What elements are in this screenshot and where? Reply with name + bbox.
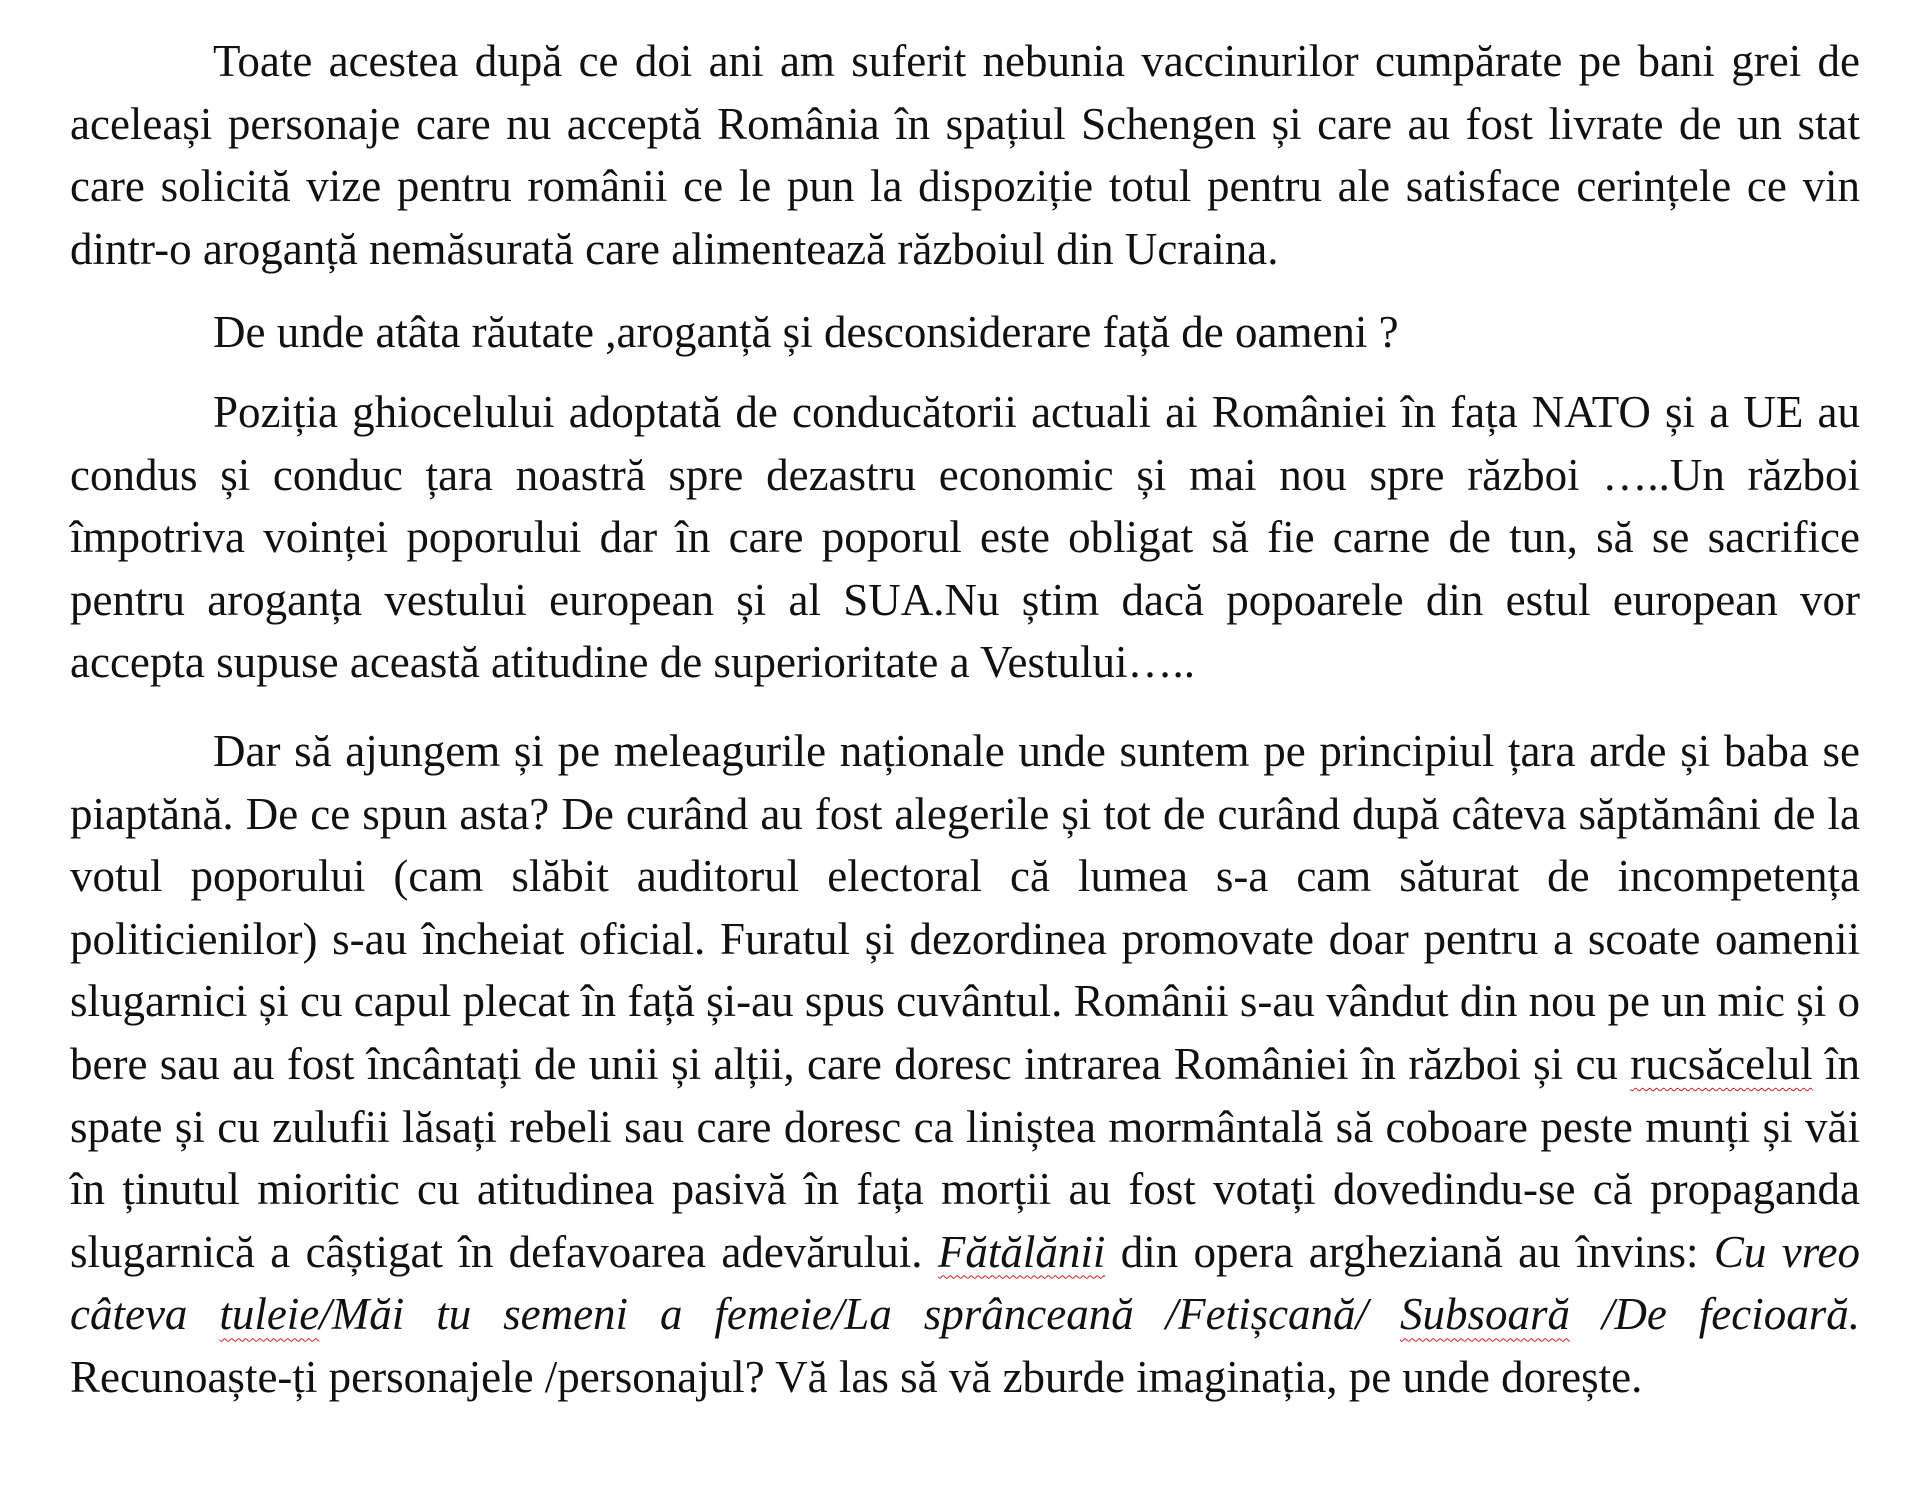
paragraph-4-text-b: în spate și cu zulufii lăsați rebeli sau care doresc ca liniștea mormântală să coboare peste munți și văi în ținutul mioritic cu atitudinea pasivă în fața morții au fost votați dovedindu-se că propaganda slugarnică a câștigat în defavoarea adevărului.	[70, 1038, 1860, 1277]
paragraph-3: Poziția ghiocelului adoptată de conducătorii actuali ai României în fața NATO și a UE au condus și conduc țara noastră spre dezastru economic și mai nou spre război …..Un război împotriva voinței poporului dar în care poporul este obligat să fie carne de tun, să se sacrifice pentru aroganța vestului european și al SUA.Nu știm dacă popoarele din estul european vor accepta supuse această atitudine de superioritate a Vestului…..	[70, 386, 1860, 688]
document-page	[70, 30, 1860, 1408]
paragraph-4	[70, 720, 1860, 1409]
paragraph-4-text-d: Recunoaște-ți personajele /personajul? Vă las să vă zburde imaginația, pe unde dorește.	[70, 1351, 1643, 1402]
spellcheck-word-fatalanii[interactable]: Fătălănii	[937, 1226, 1106, 1277]
spellcheck-word-subsoara[interactable]: Subsoară	[1399, 1289, 1570, 1340]
paragraph-2: De unde atâta răutate ,aroganță și desconsiderare față de oameni ?	[213, 307, 1399, 358]
poem-quote-3: /De fecioară.	[1601, 1289, 1860, 1340]
paragraph-4-text-c: din opera argheziană au învins:	[1120, 1226, 1699, 1277]
paragraph-4-text-a: Dar să ajungem și pe meleagurile naționale unde suntem pe principiul țara arde și baba se piaptănă. De ce spun asta? De curând au fost alegerile și tot de curând după câteva săptămâni de la votul poporului (cam slăbit auditorul electoral că lumea s-a cam săturat de incompetența politicienilor) s-au încheiat oficial. Furatul și dezordinea promovate doar pentru a scoate oamenii slugarnici și cu capul plecat în față și-au spus cuvântul. Românii s-au vândut din nou pe un mic și o bere sau au fost încântați de unii și alții, care doresc intrarea României în război și cu	[70, 725, 1860, 1089]
spellcheck-word-rucsacelul[interactable]: rucsăcelul	[1630, 1038, 1813, 1089]
poem-quote-2: /Măi tu semeni a femeie/La sprânceană /Fetișcană/	[319, 1289, 1369, 1340]
paragraph-1: Toate acestea după ce doi ani am suferit nebunia vaccinurilor cumpărate pe bani grei de aceleași personaje care nu acceptă România în spațiul Schengen și care au fost livrate de un stat care solicită vize pentru românii ce le pun la dispoziție totul pentru ale satisface cerințele ce vin dintr-o aroganță nemăsurată care alimentează războiul din Ucraina.	[70, 36, 1860, 274]
spellcheck-word-tuleie[interactable]: tuleie	[219, 1289, 320, 1340]
poem-quote-1: Cu vreo câteva	[70, 1226, 1861, 1340]
